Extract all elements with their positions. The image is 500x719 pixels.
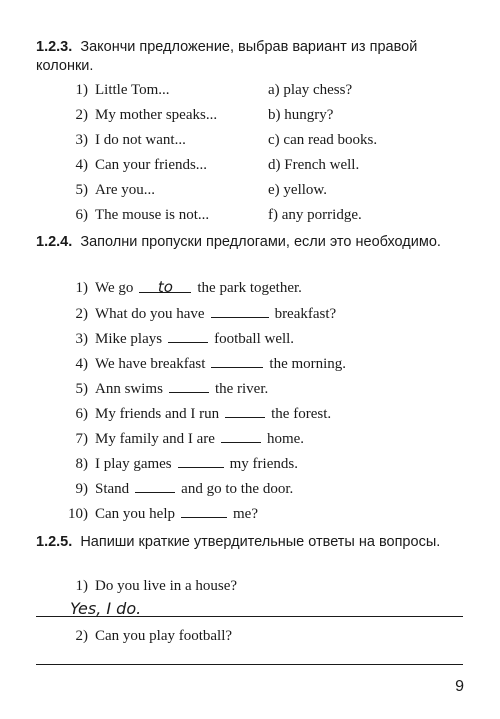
sentence-end: me? [233,506,258,522]
item-number: 6) [75,207,88,223]
task-1-2-4-heading [36,233,466,252]
answer-blank[interactable] [225,402,265,418]
sentence-end: football well. [214,331,295,347]
answer-blank[interactable] [221,427,261,443]
answer-blank[interactable] [168,327,208,343]
sentence-end: and go to the door. [181,481,294,497]
question-2 [62,625,232,647]
fill-in-item-8 [62,452,298,474]
option-text: yellow. [283,182,328,198]
question-text: Can you play football? [95,628,233,644]
sentence-start: We have breakfast [95,356,206,372]
option-text: hungry? [284,107,334,123]
answer-blank[interactable] [139,277,191,296]
match-right-item-d [268,154,359,176]
item-number: 3) [75,132,88,148]
item-number: 2) [75,107,88,123]
fill-in-item-2 [62,302,336,324]
sentence-end: the river. [214,381,269,397]
task-instruction: Заполни пропуски предлогами, если это необходимо. [80,234,441,250]
handwritten-answer: Yes, I do. [70,599,142,618]
sentence-start: Mike plays [95,331,163,347]
item-number: 7) [75,431,88,447]
sentence-start: I play games [95,456,172,472]
option-text: French well. [284,157,360,173]
item-number: 2) [75,306,88,322]
option-letter: d) [268,157,281,173]
match-right-item-b [268,104,333,126]
answer-line-1[interactable] [36,616,463,617]
option-text: can read books. [283,132,378,148]
item-text: I do not want... [95,132,186,148]
sentence-end: the morning. [269,356,347,372]
answer-blank[interactable] [135,477,175,493]
task-number: 1.2.5. [36,534,73,550]
item-number: 5) [75,381,88,397]
answer-blank[interactable] [178,452,224,468]
sentence-start: Can you help [95,506,175,522]
item-number: 2) [75,628,88,644]
page-number: 9 [455,678,464,695]
match-right-item-a [268,79,352,101]
fill-in-item-10 [62,502,258,524]
match-right-item-e [268,179,327,201]
fill-in-item-7 [62,427,304,449]
question-text: Do you live in a house? [95,578,238,594]
task-instruction: Закончи предложение, выбрав вариант из правой колонки. [36,39,418,74]
item-number: 1) [75,280,88,296]
item-number: 1) [75,578,88,594]
match-left-item-3 [62,129,186,151]
item-number: 6) [75,406,88,422]
sentence-end: home. [266,431,305,447]
sentence-start: My friends and I run [95,406,220,422]
option-letter: a) [268,82,280,98]
sentence-start: We go [95,280,134,296]
sentence-start: Stand [95,481,130,497]
sentence-end: breakfast? [274,306,337,322]
item-number: 8) [75,456,88,472]
sentence-start: My family and I are [95,431,215,447]
item-number: 10) [68,506,88,522]
option-text: play chess? [283,82,353,98]
fill-in-item-1 [62,277,302,299]
match-left-item-1 [62,79,170,101]
item-number: 5) [75,182,88,198]
task-number: 1.2.4. [36,234,73,250]
task-instruction: Напиши краткие утвердительные ответы на вопросы. [80,534,441,550]
fill-in-item-4 [62,352,346,374]
item-number: 4) [75,356,88,372]
sentence-start: What do you have [95,306,205,322]
fill-in-item-3 [62,327,294,349]
sentence-end: the forest. [271,406,332,422]
fill-in-item-6 [62,402,331,424]
answer-blank[interactable] [169,377,209,393]
question-1 [62,575,237,597]
task-1-2-5-heading [36,533,466,552]
sentence-end: my friends. [229,456,298,472]
match-left-item-6 [62,204,209,226]
option-letter: b) [268,107,281,123]
handwritten-answer: to [157,278,173,296]
answer-blank[interactable] [211,352,263,368]
item-text: Little Tom... [95,82,170,98]
task-1-2-3-heading [36,38,466,76]
item-text: The mouse is not... [95,207,210,223]
option-letter: f) [268,207,278,223]
match-right-item-f [268,204,362,226]
item-text: My mother speaks... [95,107,218,123]
item-number: 4) [75,157,88,173]
option-letter: e) [268,182,280,198]
match-left-item-2 [62,104,217,126]
answer-blank[interactable] [181,502,227,518]
sentence-start: Ann swims [95,381,163,397]
item-number: 1) [75,82,88,98]
answer-blank[interactable] [211,302,269,318]
answer-line-2[interactable] [36,664,463,665]
fill-in-item-5 [62,377,268,399]
option-letter: c) [268,132,280,148]
task-number: 1.2.3. [36,39,73,55]
match-right-item-c [268,129,377,151]
sentence-end: the park together. [197,280,302,296]
item-number: 9) [75,481,88,497]
item-text: Are you... [95,182,155,198]
option-text: any porridge. [281,207,362,223]
item-number: 3) [75,331,88,347]
match-left-item-4 [62,154,207,176]
item-text: Can your friends... [95,157,208,173]
match-left-item-5 [62,179,155,201]
fill-in-item-9 [62,477,293,499]
